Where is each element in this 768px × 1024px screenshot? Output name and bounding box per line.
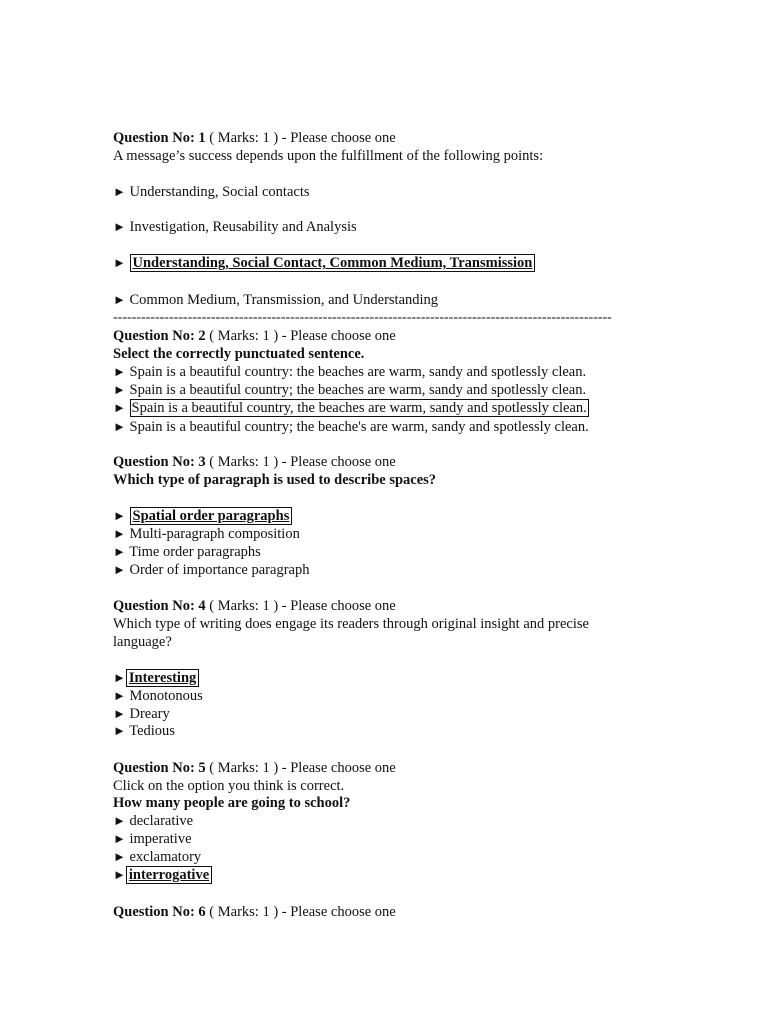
marks-text: ( Marks: 1 ) - Please choose one — [209, 130, 396, 146]
question-3-header — [113, 453, 396, 471]
option-item-selected[interactable] — [113, 866, 212, 884]
option-item[interactable] — [113, 687, 203, 705]
arrow-right-icon: ► — [113, 400, 126, 415]
arrow-right-icon: ► — [113, 544, 126, 559]
question-3-prompt: Which type of paragraph is used to describe spaces? — [113, 472, 437, 488]
question-label: Question No: 1 — [113, 130, 206, 146]
option-text: Time order paragraphs — [129, 544, 261, 560]
selected-answer: interrogative — [126, 866, 212, 884]
option-text: imperative — [129, 831, 192, 847]
marks-text: ( Marks: 1 ) - Please choose one — [209, 328, 396, 344]
selected-answer: Understanding, Social Contact, Common Medium, Transmission — [130, 254, 536, 272]
arrow-right-icon: ► — [113, 219, 126, 234]
option-item[interactable] — [113, 722, 175, 740]
arrow-right-icon: ► — [113, 419, 126, 434]
question-4-prompt: Which type of writing does engage its readers through original insight and precise language? — [113, 616, 589, 650]
question-5-prompt: How many people are going to school? — [113, 795, 351, 811]
option-item[interactable] — [113, 291, 438, 309]
section-divider: ----------------------------------------------------------------------------------------------------------- — [113, 310, 612, 325]
option-text: Dreary — [129, 706, 170, 722]
option-item-selected[interactable] — [113, 669, 199, 687]
arrow-right-icon: ► — [113, 849, 126, 864]
question-1-header — [113, 129, 396, 147]
option-item[interactable] — [113, 381, 586, 399]
option-text: Monotonous — [129, 688, 203, 704]
option-text: Tedious — [129, 723, 175, 739]
option-text: declarative — [129, 813, 194, 829]
question-label: Question No: 6 — [113, 904, 206, 920]
option-text: Understanding, Social contacts — [129, 184, 310, 200]
arrow-right-icon: ► — [113, 292, 126, 307]
option-item[interactable] — [113, 561, 309, 579]
question-2-prompt: Select the correctly punctuated sentence. — [113, 346, 365, 362]
option-item[interactable] — [113, 812, 193, 830]
marks-text: ( Marks: 1 ) - Please choose one — [209, 760, 396, 776]
option-text: Spain is a beautiful country; the beaches are warm, sandy and spotlessly clean. — [129, 382, 587, 398]
option-item[interactable] — [113, 525, 300, 543]
option-item[interactable] — [113, 543, 261, 561]
option-text: Common Medium, Transmission, and Understanding — [129, 292, 439, 308]
selected-answer: Spatial order paragraphs — [130, 507, 293, 525]
option-item-selected[interactable] — [113, 254, 535, 272]
option-text: Spain is a beautiful country: the beaches are warm, sandy and spotlessly clean. — [129, 364, 587, 380]
option-text: Order of importance paragraph — [129, 562, 310, 578]
arrow-right-icon: ► — [113, 508, 126, 523]
question-label: Question No: 3 — [113, 454, 206, 470]
option-text: Multi-paragraph composition — [129, 526, 300, 542]
option-text: Investigation, Reusability and Analysis — [129, 219, 357, 235]
option-item-selected[interactable] — [113, 507, 292, 525]
arrow-right-icon: ► — [113, 706, 126, 721]
arrow-right-icon: ► — [113, 184, 126, 199]
arrow-right-icon: ► — [113, 831, 126, 846]
option-item[interactable] — [113, 363, 586, 381]
arrow-right-icon: ► — [113, 688, 126, 703]
question-label: Question No: 4 — [113, 598, 206, 614]
marks-text: ( Marks: 1 ) - Please choose one — [209, 598, 396, 614]
arrow-right-icon: ► — [113, 562, 126, 577]
option-item[interactable] — [113, 848, 201, 866]
option-item-selected[interactable] — [113, 399, 589, 417]
option-text: exclamatory — [129, 849, 202, 865]
arrow-right-icon: ► — [113, 364, 126, 379]
question-5-header — [113, 759, 396, 777]
question-label: Question No: 2 — [113, 328, 206, 344]
question-2-header — [113, 327, 396, 345]
question-6-header — [113, 903, 396, 921]
arrow-right-icon: ► — [113, 382, 126, 397]
arrow-right-icon: ► — [113, 867, 126, 882]
option-item[interactable] — [113, 418, 589, 436]
option-item[interactable] — [113, 218, 357, 236]
arrow-right-icon: ► — [113, 670, 126, 685]
question-1-prompt: A message’s success depends upon the fulfillment of the following points: — [113, 148, 544, 164]
question-4-header — [113, 597, 396, 615]
arrow-right-icon: ► — [113, 526, 126, 541]
selected-answer: Interesting — [126, 669, 199, 687]
option-item[interactable] — [113, 830, 192, 848]
arrow-right-icon: ► — [113, 723, 126, 738]
option-text: Spain is a beautiful country; the beache's are warm, sandy and spotlessly clean. — [129, 419, 589, 435]
arrow-right-icon: ► — [113, 255, 126, 270]
marks-text: ( Marks: 1 ) - Please choose one — [209, 454, 396, 470]
question-5-instruction: Click on the option you think is correct. — [113, 778, 345, 794]
question-label: Question No: 5 — [113, 760, 206, 776]
selected-answer: Spain is a beautiful country, the beaches are warm, sandy and spotlessly clean. — [131, 400, 587, 416]
marks-text: ( Marks: 1 ) - Please choose one — [209, 904, 396, 920]
option-item[interactable] — [113, 705, 170, 723]
arrow-right-icon: ► — [113, 813, 126, 828]
option-item[interactable] — [113, 183, 310, 201]
